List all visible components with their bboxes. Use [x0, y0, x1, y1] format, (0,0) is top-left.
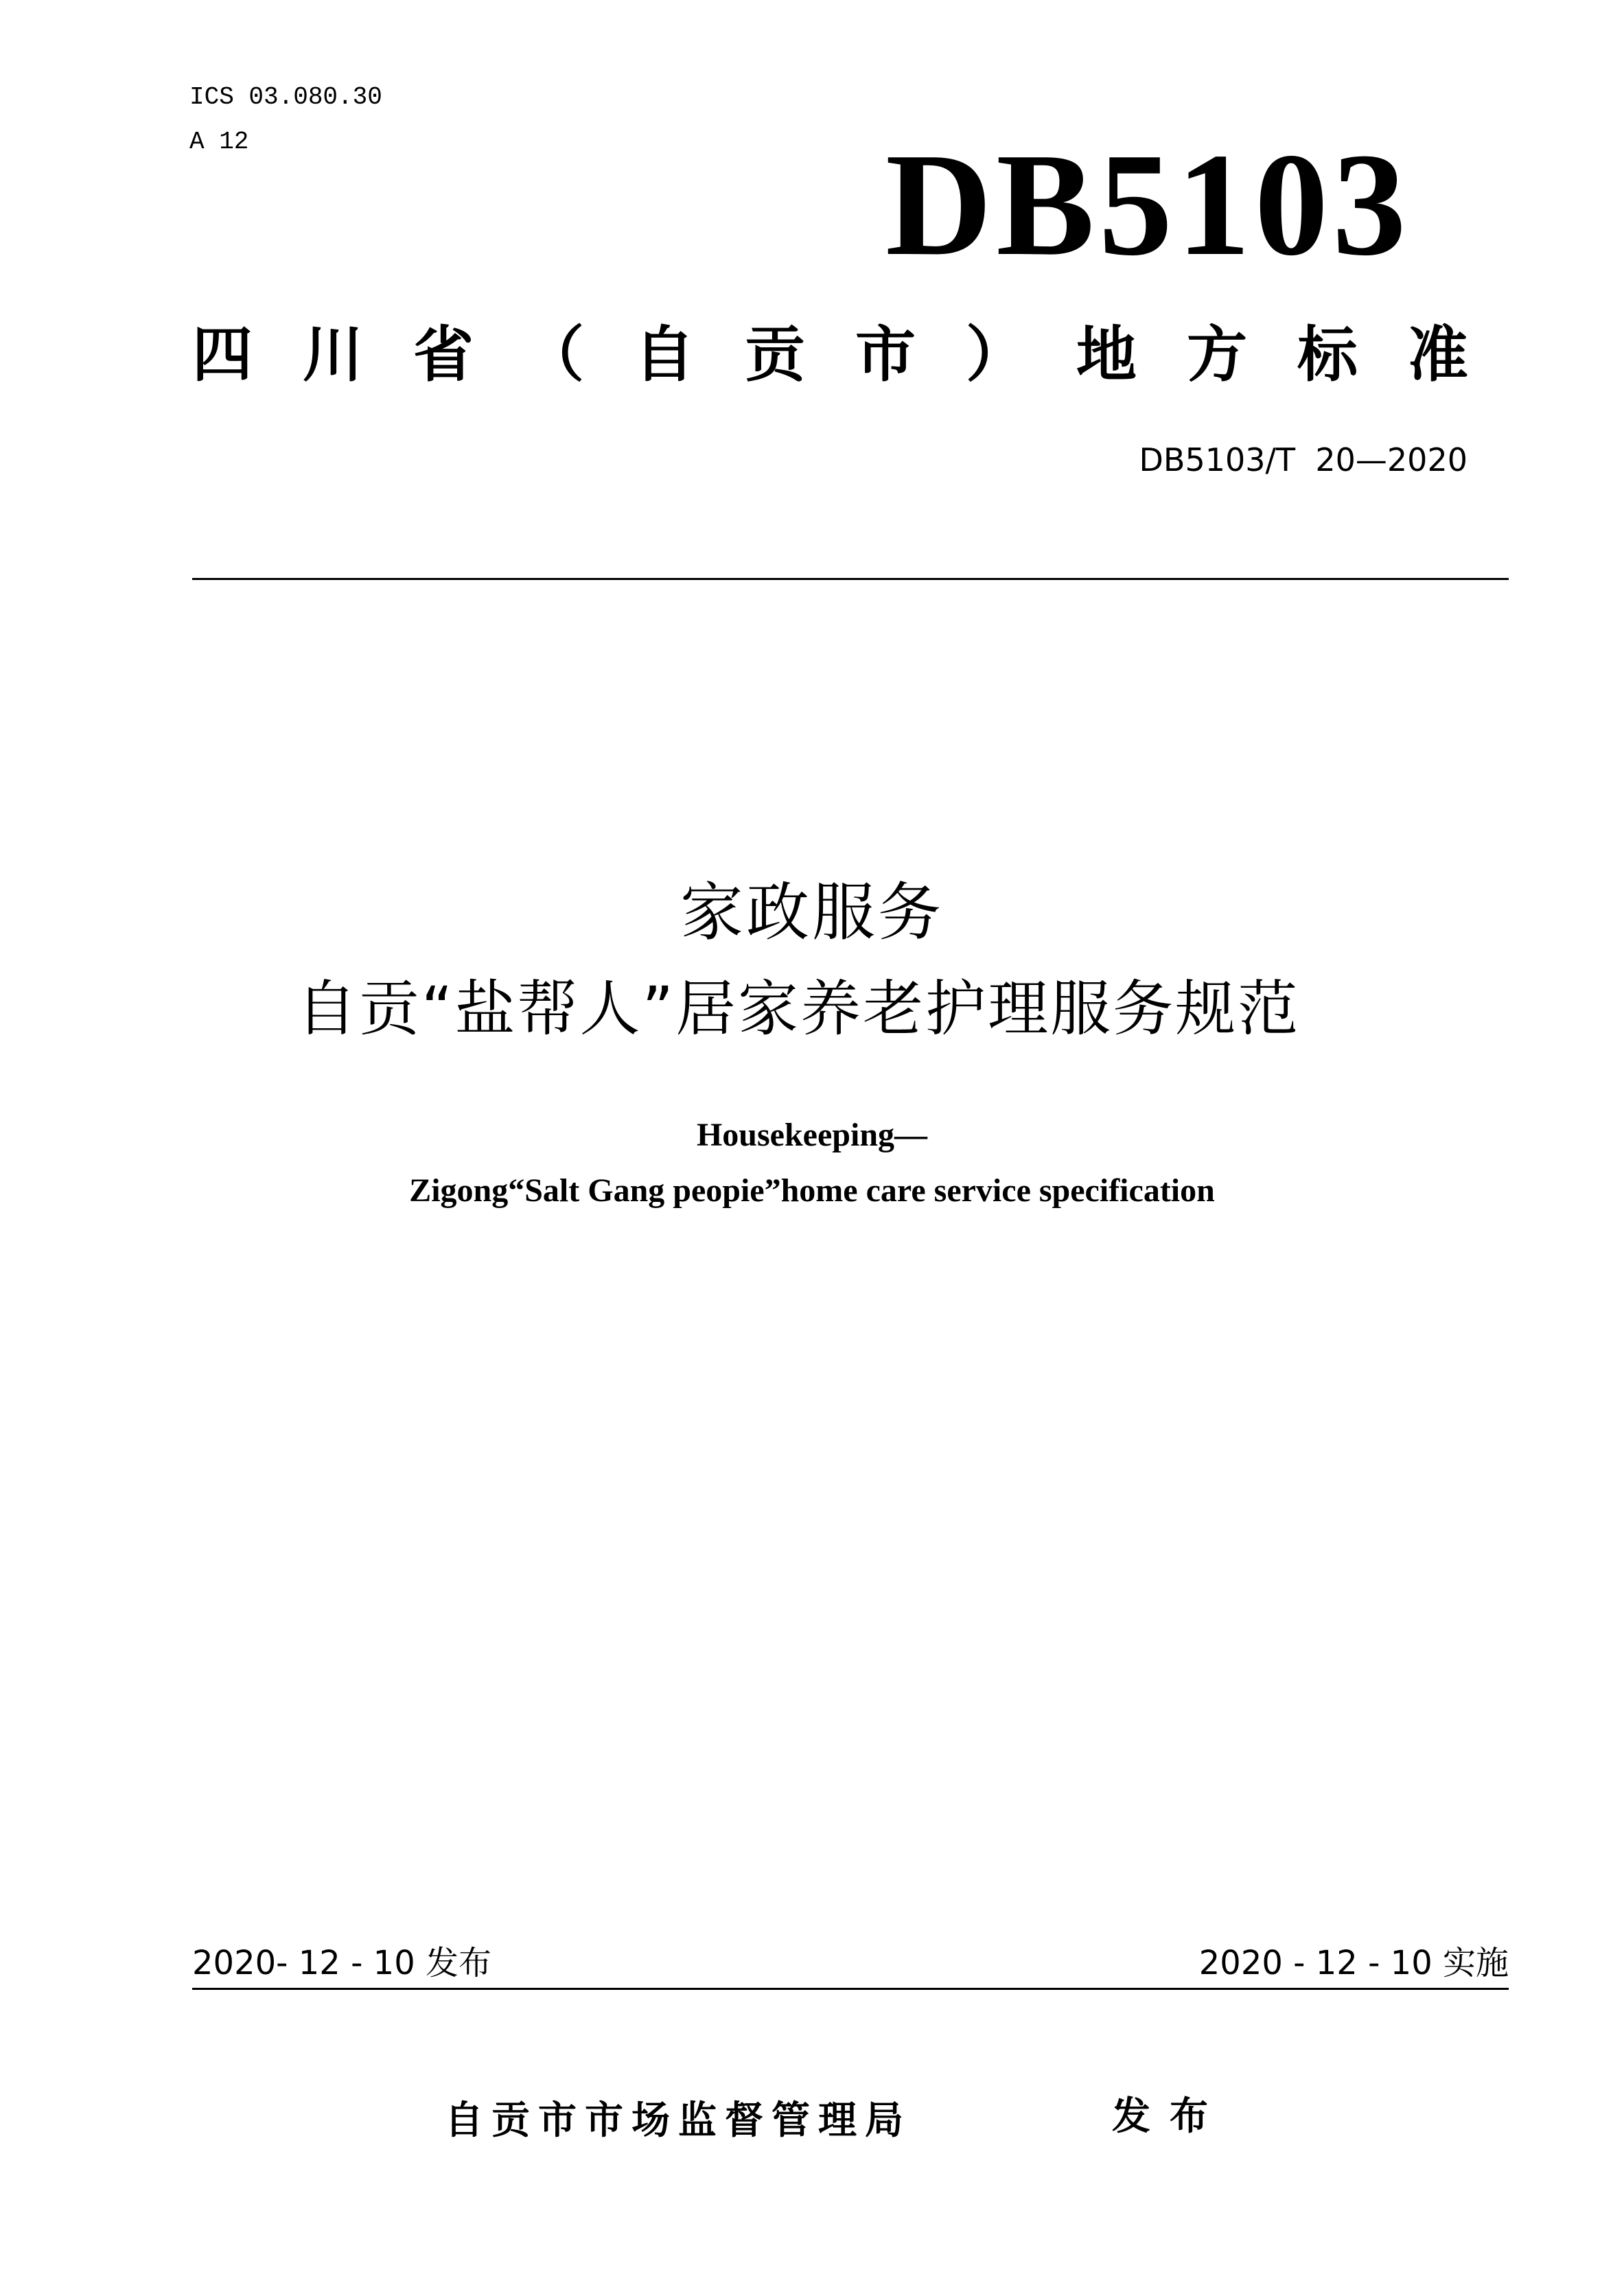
title-chinese-line-2: 自贡“盐帮人”居家养老护理服务规范 — [296, 973, 1301, 1044]
issue-label: 发布 — [1112, 2094, 1227, 2139]
issuing-authority: 自贡市市场监督管理局 — [445, 2098, 912, 2143]
standard-logo-code: DB5103 — [885, 122, 1411, 286]
standard-number: DB5103/T 20—2020 — [1139, 441, 1468, 478]
standard-kind-heading: 四川省（自贡市）地方标准 — [192, 319, 1519, 390]
title-english-line-2: Zigong“Salt Gang peopie”home care service specification — [409, 1172, 1215, 1209]
top-divider — [192, 578, 1509, 580]
issue-date: 2020- 12 - 10 发布 — [192, 1944, 491, 1982]
implementation-date: 2020 - 12 - 10 实施 — [1198, 1944, 1509, 1982]
ics-code: ICS 03.080.30 — [189, 83, 382, 111]
classification-code: A 12 — [189, 128, 249, 156]
bottom-divider — [192, 1988, 1509, 1990]
title-chinese-line-1: 家政服务 — [680, 876, 944, 949]
title-english-line-1: Housekeeping— — [696, 1117, 928, 1153]
